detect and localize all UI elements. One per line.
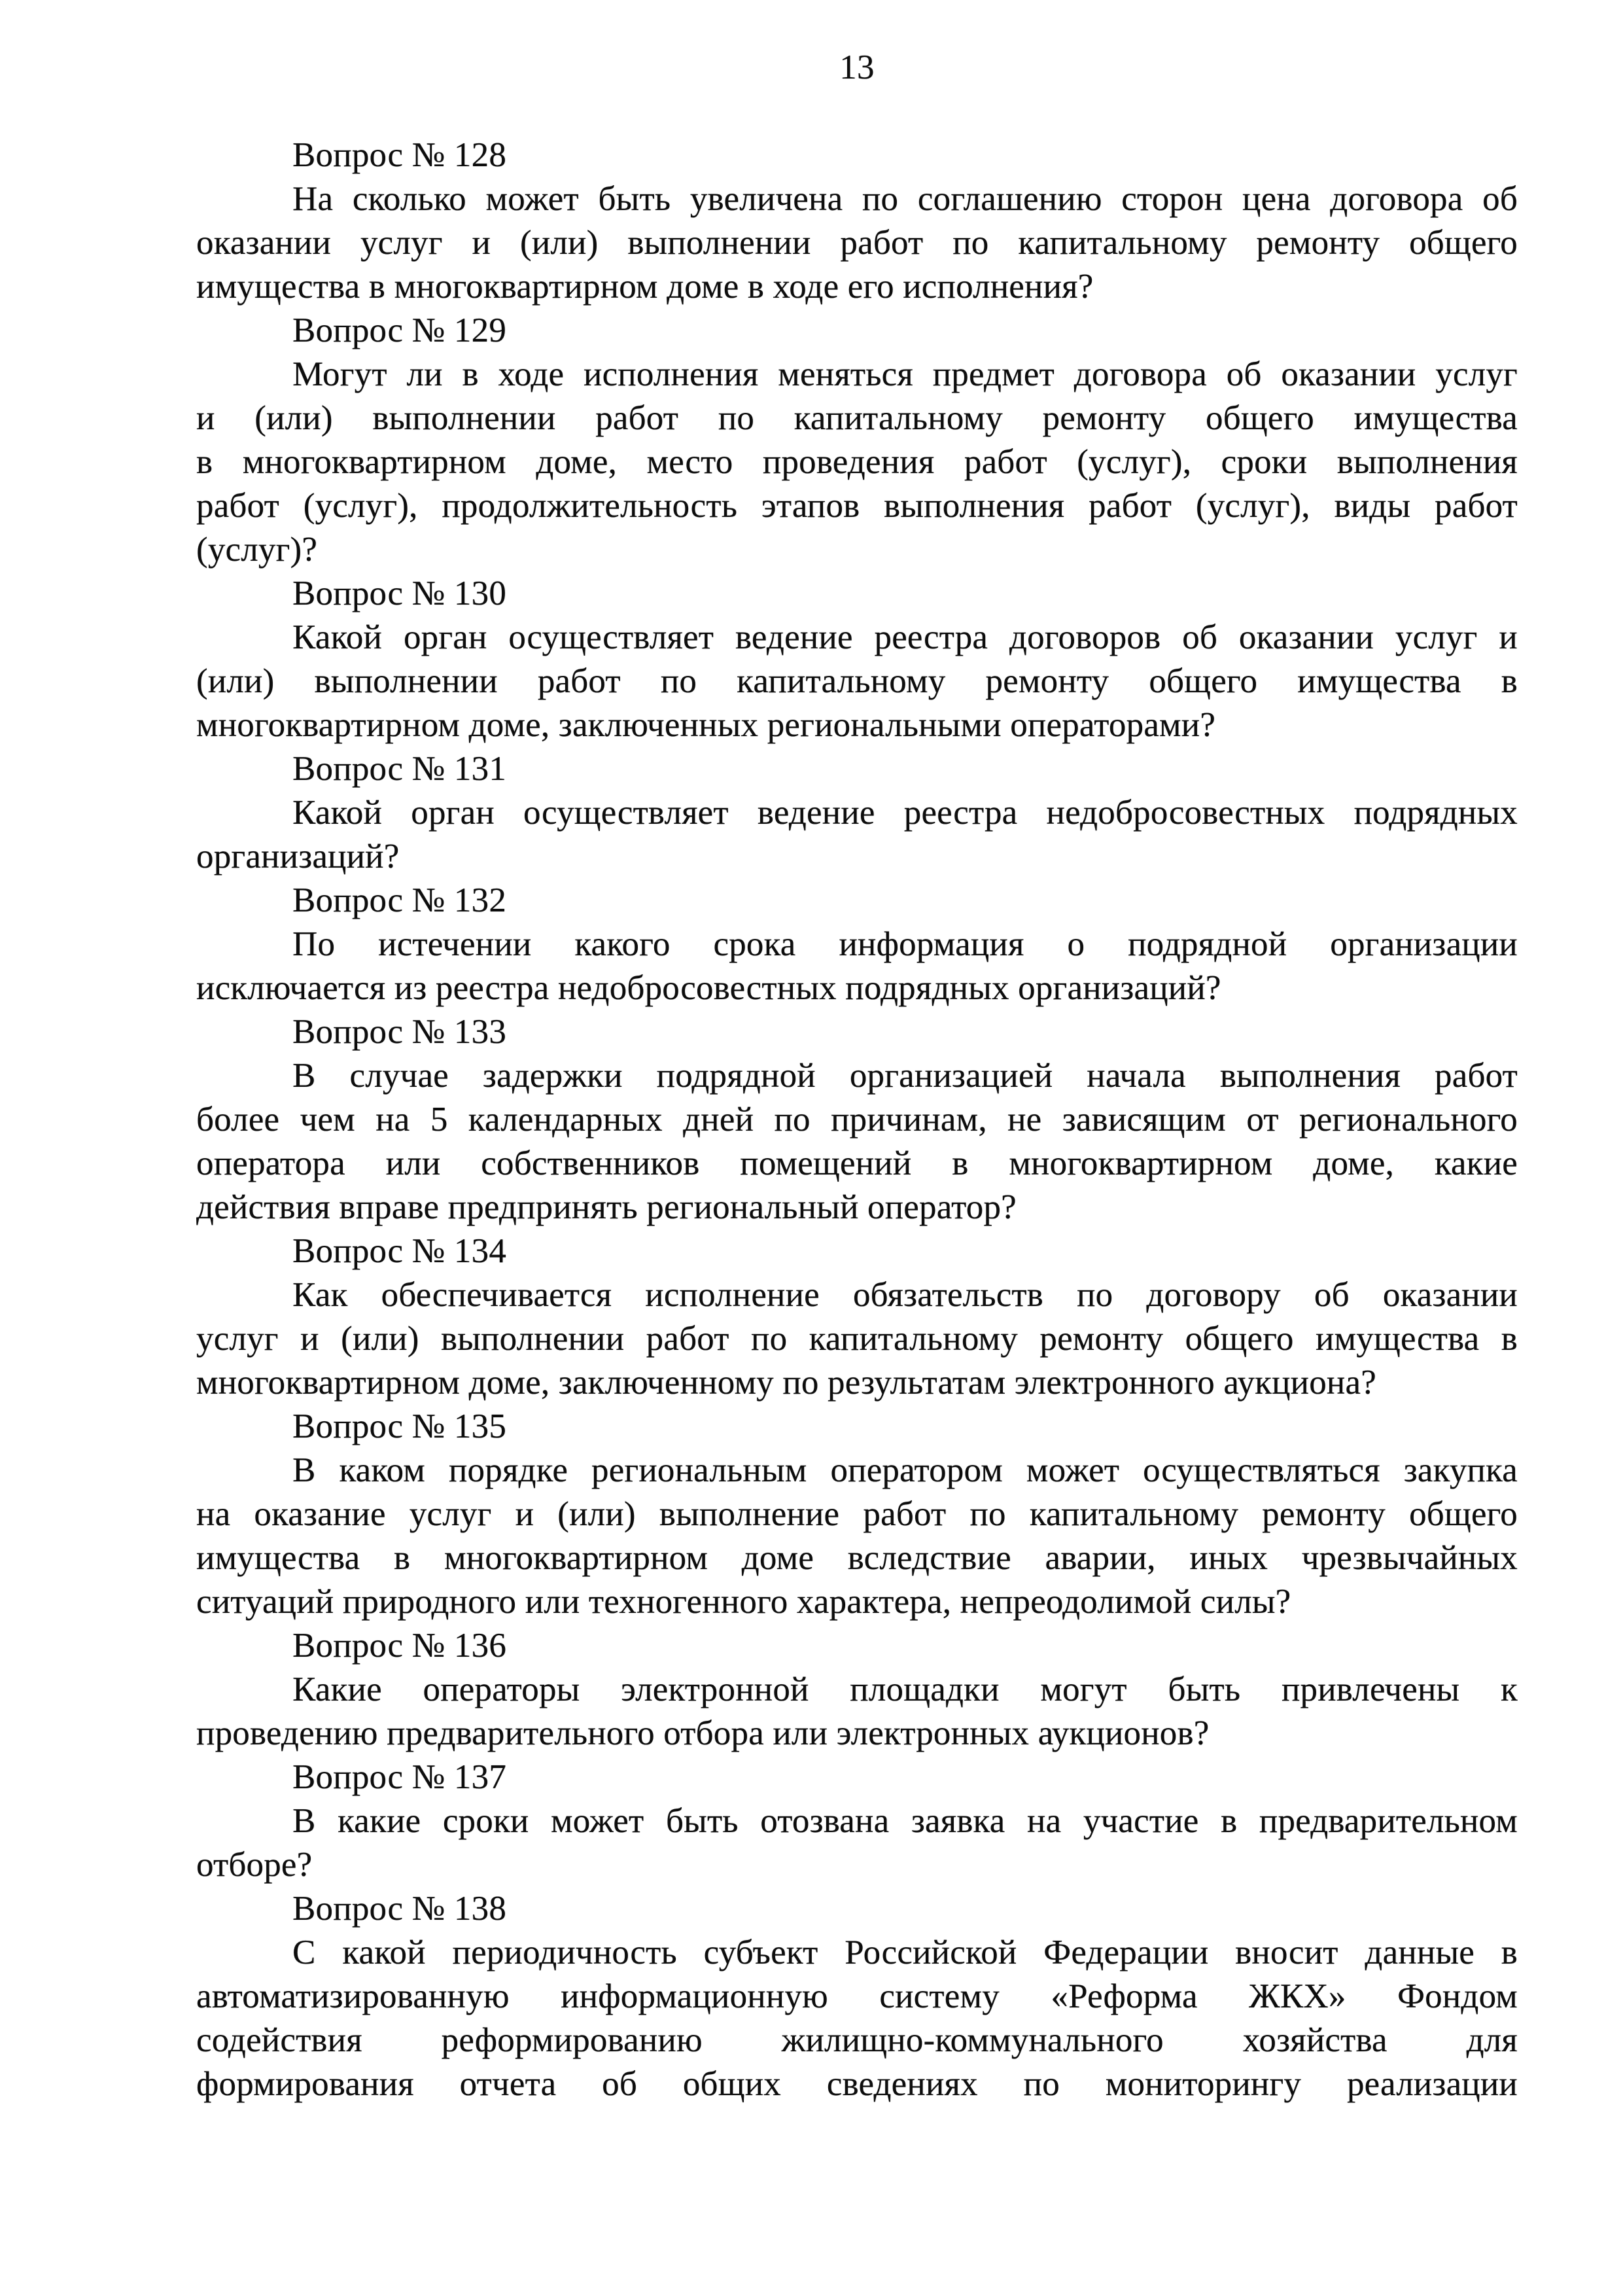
- question-heading: Вопрос № 132: [292, 881, 507, 919]
- text-line: Как обеспечивается исполнение обязательств по договору об оказании: [292, 1276, 1518, 1314]
- text-line: имущества в многоквартирном доме в ходе его исполнения?: [196, 268, 1094, 306]
- text-line: По истечении какого срока информация о подрядной организации: [292, 925, 1518, 963]
- document-text-block: [196, 46, 1518, 2106]
- text-line: (или) выполнении работ по капитальному ремонту общего имущества в: [196, 662, 1518, 700]
- text-line: более чем на 5 календарных дней по причинам, не зависящим от регионального: [196, 1101, 1518, 1139]
- text-line: многоквартирном доме, заключенных региональными операторами?: [196, 706, 1216, 744]
- text-line: организаций?: [196, 838, 400, 875]
- text-line: Какие операторы электронной площадки могут быть привлечены к: [292, 1670, 1518, 1708]
- text-line: В каком порядке региональным оператором может осуществляться закупка: [292, 1451, 1518, 1489]
- text-line: На сколько может быть увеличена по соглашению сторон цена договора об: [292, 180, 1518, 218]
- question-heading: Вопрос № 128: [292, 136, 507, 174]
- text-line: на оказание услуг и (или) выполнение работ по капитальному ремонту общего: [196, 1495, 1518, 1533]
- text-line: исключается из реестра недобросовестных подрядных организаций?: [196, 969, 1221, 1007]
- text-line: в многоквартирном доме, место проведения работ (услуг), сроки выполнения: [196, 443, 1518, 481]
- page-number: 13: [839, 48, 875, 86]
- text-line: содействия реформированию жилищно-коммунального хозяйства для: [196, 2021, 1518, 2059]
- text-line: формирования отчета об общих сведениях по мониторингу реализации: [196, 2065, 1518, 2103]
- text-line: оператора или собственников помещений в многоквартирном доме, какие: [196, 1144, 1518, 1182]
- question-heading: Вопрос № 135: [292, 1407, 507, 1445]
- text-line: В какие сроки может быть отозвана заявка на участие в предварительном: [292, 1802, 1518, 1840]
- question-heading: Вопрос № 130: [292, 574, 507, 612]
- text-line: С какой периодичность субъект Российской Федерации вносит данные в: [292, 1934, 1518, 1971]
- question-heading: Вопрос № 133: [292, 1013, 507, 1051]
- question-heading: Вопрос № 131: [292, 750, 507, 788]
- question-heading: Вопрос № 129: [292, 311, 507, 349]
- text-line: (услуг)?: [196, 531, 318, 569]
- text-line: Могут ли в ходе исполнения меняться предмет договора об оказании услуг: [292, 355, 1518, 393]
- question-heading: Вопрос № 136: [292, 1627, 507, 1665]
- questions-list: [196, 133, 1518, 2106]
- question-heading: Вопрос № 134: [292, 1232, 507, 1270]
- question-heading: Вопрос № 138: [292, 1890, 507, 1928]
- text-line: Какой орган осуществляет ведение реестра недобросовестных подрядных: [292, 794, 1518, 832]
- text-line: оказании услуг и (или) выполнении работ по капитальному ремонту общего: [196, 224, 1518, 262]
- text-line: автоматизированную информационную систему «Реформа ЖКХ» Фондом: [196, 1977, 1518, 2015]
- text-line: и (или) выполнении работ по капитальному ремонту общего имущества: [196, 399, 1518, 437]
- spacer: [196, 90, 1518, 133]
- text-line: работ (услуг), продолжительность этапов выполнения работ (услуг), виды работ: [196, 487, 1518, 525]
- text-line: отборе?: [196, 1846, 313, 1884]
- text-line: имущества в многоквартирном доме вследствие аварии, иных чрезвычайных: [196, 1539, 1518, 1577]
- text-line: услуг и (или) выполнении работ по капитальному ремонту общего имущества в: [196, 1320, 1518, 1358]
- text-line: многоквартирном доме, заключенному по результатам электронного аукциона?: [196, 1364, 1376, 1402]
- question-heading: Вопрос № 137: [292, 1758, 507, 1796]
- text-line: В случае задержки подрядной организацией начала выполнения работ: [292, 1057, 1518, 1095]
- text-line: проведению предварительного отбора или электронных аукционов?: [196, 1714, 1210, 1752]
- text-line: Какой орган осуществляет ведение реестра договоров об оказании услуг и: [292, 618, 1518, 656]
- text-line: действия вправе предпринять региональный оператор?: [196, 1188, 1017, 1226]
- text-line: ситуаций природного или техногенного характера, непреодолимой силы?: [196, 1583, 1291, 1621]
